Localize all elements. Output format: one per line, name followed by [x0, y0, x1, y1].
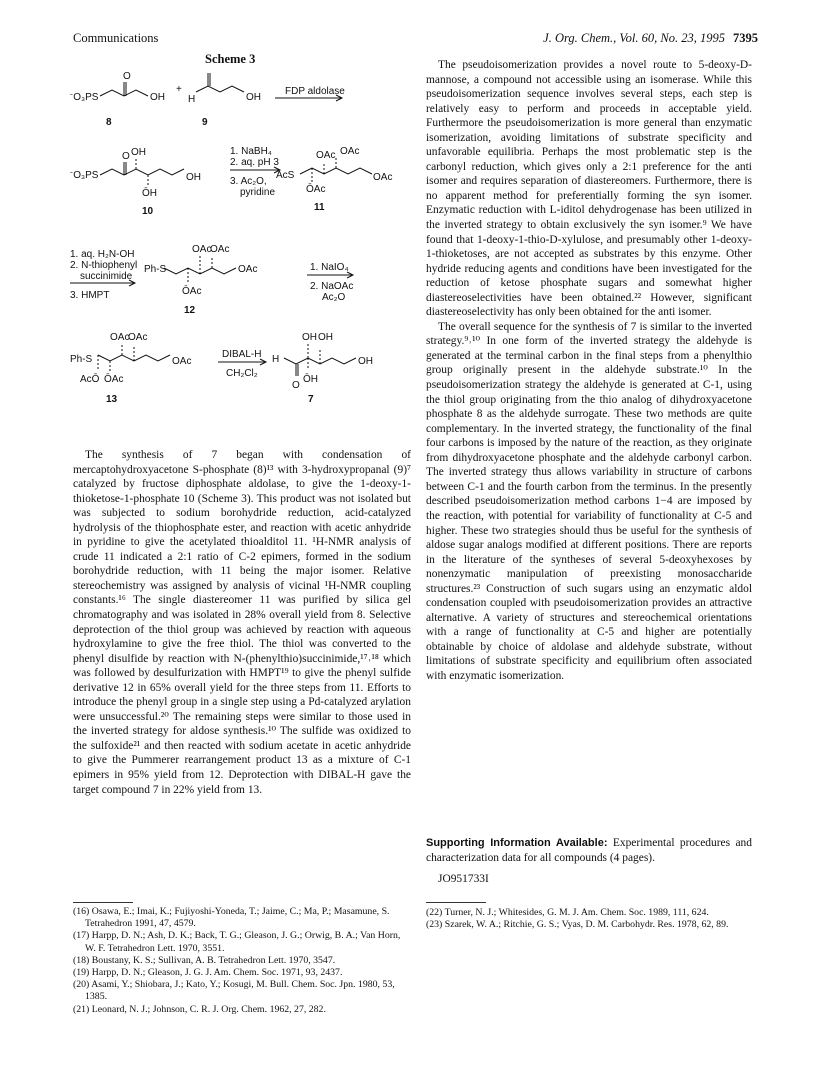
svg-text:Ph-S: Ph-S — [70, 354, 93, 365]
footnote: (20) Asami, Y.; Shiobara, J.; Kato, Y.; Kosugi, M. Bull. Chem. Soc. Jpn. 1980, 53, 1385. — [73, 979, 395, 1003]
svg-text:OAc: OAc — [316, 150, 336, 161]
right-column-body — [426, 58, 752, 684]
svg-text:+: + — [176, 84, 182, 95]
body-paragraph: The overall sequence for the synthesis of 7 is similar to the inverted strategy.⁹˒¹⁰ In one form of the inverted strategy the aldehyde is generated at the terminal carbon in the final steps from a phenylthio group originally present in the aldehyde substrate.¹⁰ In the pseudoisomerization strategy the aldehyde is generated at C-1, using the thiol group originating from the thio analog of dihydroxyacetone phosphate 8 as the aldehyde surrogate. These two methods are quite complementary. In the inverted strategy, the functionality of the final four carbons is imposed by the nature of the reaction, as they originate from dihydroxyacetone phosphate and the aldehyde carbonyl carbon. The inverted strategy thus allows variability in structure of carbons between C-1 and the fourth carbon from the terminus. In the presently described pseudoisomerization method carbons 1−4 are imposed by the reaction, with potential for variability of functionality at C-5 and higher. These two strategies should thus be useful for the synthesis of aldose sugar analogs modified at different positions. There are reports in the literature of the syntheses of several 5-deoxyhexoses by nonenzymatic manipulation of preexisting monosaccharide structures.²³ Construction of such sugars using an enzymatic aldol condensation coupled with pseudoisomerization provides an attractive alternative. A variety of structures and stereochemical orientations with a range of functionality at C-5 and higher are potentially obtainable by choice of aldolase and aldehyde substrate, without limitations of substrate specificity and equilibrium often associated with enzymatic isomerization. — [426, 320, 752, 682]
manuscript-code: JO951733I — [438, 873, 489, 885]
footnote: (18) Boustany, K. S.; Sullivan, A. B. Tetrahedron Lett. 1970, 3547. — [73, 954, 336, 966]
svg-text:OH: OH — [131, 147, 146, 158]
svg-text:⁻O₃PS: ⁻O₃PS — [70, 170, 99, 181]
journal-citation: J. Org. Chem., Vol. 60, No. 23, 1995 — [543, 31, 725, 45]
svg-text:OAc: OAc — [128, 332, 148, 343]
step4-reagent-3: Ac₂O — [322, 292, 346, 303]
step2-reagent-3: 3. Ac₂O, — [230, 176, 267, 187]
svg-text:O: O — [123, 71, 131, 82]
footnote: (16) Osawa, E.; Imai, K.; Fujiyoshi-Yoneda, T.; Jaime, C.; Ma, P.; Masamune, S. Tetrahedron 1991, 47, 4579. — [73, 906, 390, 930]
step4-reagent-2: 2. NaOAc — [310, 281, 354, 292]
step5-reagent-2: CH₂Cl₂ — [226, 368, 258, 379]
svg-text:O: O — [122, 151, 130, 162]
body-paragraph: The pseudoisomerization provides a novel route to 5-deoxy-D-mannose, a compound not accessible using an isomerase. While this pseudoisomerization sequence involves several steps, each step is relatively easy to perform and proceeds in acceptable yield. Furthermore the pseudoisomerization is more general than enzymatic isomerization, avoiding limitations of substrate specificity and unfavorable equilibria. Perhaps the most problematic step is the carbonyl reduction, which gives only a 2:1 preference for the anti isomer and requires separation of diastereomers. Furthermore, there is no apparent method for preferentially forming the syn isomer. Enzymatic reduction with L-iditol dehydrogenase has been utilized in the inverted strategy to obtain exclusively the syn isomer.⁹ We have found that 1-deoxy-1-thio-D-xylulose, and presumably other 1-deoxy-1-thioketoses, are not accepted as substrates by this enzyme. Other hydride reducing agents and conditions have been investigated for the reduction of ketose phosphate sugars and somewhat higher diastereoselectivities have been obtained.²² However, significant diastereoselectivity has only been obtained for the anti isomer. — [426, 59, 752, 319]
svg-text:ŌAc: ŌAc — [306, 184, 326, 195]
svg-text:H: H — [272, 354, 280, 365]
supporting-info-text: Experimental procedures and characterization data for all compounds (4 pages). — [426, 837, 752, 864]
step2-reagent-4: pyridine — [240, 187, 276, 198]
footnote: (17) Harpp, D. N.; Ash, D. K.; Back, T. G.; Gleason, J. G.; Orwig, B. A.; Van Horn, W. F. Tetrahedron Lett. 1970, 3551. — [73, 930, 401, 954]
page-number: 7395 — [733, 31, 758, 45]
supporting-information — [426, 836, 752, 865]
svg-text:OAc: OAc — [340, 146, 360, 157]
svg-text:O — [207, 70, 215, 73]
step2-reagent-1: 1. NaBH₄ — [230, 146, 272, 157]
compound-number-8: 8 — [106, 117, 112, 128]
step5-reagent-1: DIBAL-H — [222, 349, 262, 360]
running-header-section: Communications — [73, 31, 159, 45]
compound-number-13: 13 — [106, 394, 118, 405]
scheme-title: Scheme 3 — [205, 52, 256, 66]
reagent-fdp-aldolase: FDP aldolase — [285, 86, 345, 97]
step4-reagent-1: 1. NaIO₄ — [310, 262, 349, 273]
svg-text:ŌAc: ŌAc — [104, 374, 124, 385]
svg-text:OAc: OAc — [110, 332, 130, 343]
footnotes-left — [73, 906, 411, 1016]
svg-text:OH: OH — [150, 92, 165, 103]
scheme-svg — [70, 70, 415, 440]
footnote: (22) Turner, N. J.; Whitesides, G. M. J. Am. Chem. Soc. 1989, 111, 624. — [426, 907, 709, 918]
svg-text:OAc: OAc — [373, 172, 393, 183]
compound-number-9: 9 — [202, 117, 208, 128]
compound-number-7: 7 — [308, 394, 314, 405]
supporting-info-heading: Supporting Information Available: — [426, 837, 608, 849]
step3-reagent-4: 3. HMPT — [70, 290, 110, 301]
svg-text:H: H — [188, 94, 196, 105]
svg-text:OH: OH — [186, 172, 201, 183]
svg-text:O: O — [292, 380, 300, 391]
footnote: (19) Harpp, D. N.; Gleason, J. G. J. Am. Chem. Soc. 1971, 93, 2437. — [73, 967, 343, 979]
svg-text:OAc: OAc — [238, 264, 258, 275]
svg-text:AcŌ: AcŌ — [80, 374, 100, 385]
svg-text:ŌH: ŌH — [142, 188, 157, 199]
step3-reagent-2: 2. N-thiophenyl — [70, 260, 138, 271]
svg-text:ŌH: ŌH — [303, 374, 318, 385]
footnote-rule-right — [426, 902, 486, 903]
svg-text:OAc: OAc — [172, 356, 192, 367]
compound-number-12: 12 — [184, 305, 196, 316]
svg-text:OH: OH — [318, 332, 333, 343]
running-header-journal — [543, 31, 758, 46]
svg-text:⁻O₃PS: ⁻O₃PS — [70, 92, 99, 103]
svg-text:ŌAc: ŌAc — [182, 286, 202, 297]
svg-text:OAc: OAc — [210, 244, 230, 255]
step2-reagent-2: 2. aq. pH 3 — [230, 157, 279, 168]
left-column-body — [73, 448, 411, 797]
svg-text:OAc: OAc — [192, 244, 212, 255]
step3-reagent-1: 1. aq. H₂N-OH — [70, 249, 135, 260]
svg-text:Ph-S: Ph-S — [144, 264, 167, 275]
step3-reagent-3: succinimide — [80, 271, 133, 282]
body-paragraph: The synthesis of 7 began with condensation of mercaptohydroxyacetone S-phosphate (8)¹³ with 3-hydroxypropanal (9)⁷ catalyzed by fructose diphosphate aldolase, to give the 1-deoxy-1-thioketose-1-phosphate 10 (Scheme 3). This product was not isolated but was subjected to sodium borohydride reduction, acid-catalyzed hydrolysis of the thiophosphate ester, and reaction with acetic anhydride in pyridine to give the acetylated thioalditol 11. ¹H-NMR analysis of crude 11 indicated a 2:1 ratio of C-2 epimers, formed in the sodium borohydride reduction, with 11 being the major isomer. Relative stereochemistry was assigned by analysis of vicinal ¹H-NMR coupling constants.¹⁶ The single diastereomer 11 was purified by silica gel chromatography and was isolated in 28% overall yield from 8. Selective deprotection of the thiol group was achieved by reaction with aqueous hydroxylamine to give the free thiol. The thiol was converted to the phenyl disulfide by reaction with N-(phenylthio)succinimide,¹⁷˒¹⁸ which was followed by desulfurization with HMPT¹⁹ to give the phenyl sulfide derivative 12 in 65% overall yield for the three steps from 11. Efforts to introduce the phenyl group in a single step using a Pd-catalyzed arylation were unsuccessful.²⁰ The remaining steps were similar to those used in the inverted strategy for aldose synthesis.¹⁰ The sulfide was oxidized to the sulfoxide²¹ and then reacted with sodium acetate in acetic anhydride to give the Pummerer rearrangement product 13 as a mixture of C-1 epimers in 95% yield from 12. Deprotection with DIBAL-H gave the target compound 7 in 22% yield from 13. — [73, 449, 411, 796]
svg-text:OH: OH — [302, 332, 317, 343]
svg-text:AcS: AcS — [276, 170, 295, 181]
reaction-scheme — [70, 70, 415, 440]
footnote: (21) Leonard, N. J.; Johnson, C. R. J. Org. Chem. 1962, 27, 282. — [73, 1003, 326, 1015]
compound-number-10: 10 — [142, 206, 154, 217]
footnote-rule-left — [73, 902, 133, 903]
footnotes-right — [426, 907, 752, 931]
svg-text:OH: OH — [358, 356, 373, 367]
compound-number-11: 11 — [314, 202, 325, 213]
footnote: (23) Szarek, W. A.; Ritchie, G. S.; Vyas, D. M. Carbohydr. Res. 1978, 62, 89. — [426, 919, 729, 931]
svg-text:OH: OH — [246, 92, 261, 103]
